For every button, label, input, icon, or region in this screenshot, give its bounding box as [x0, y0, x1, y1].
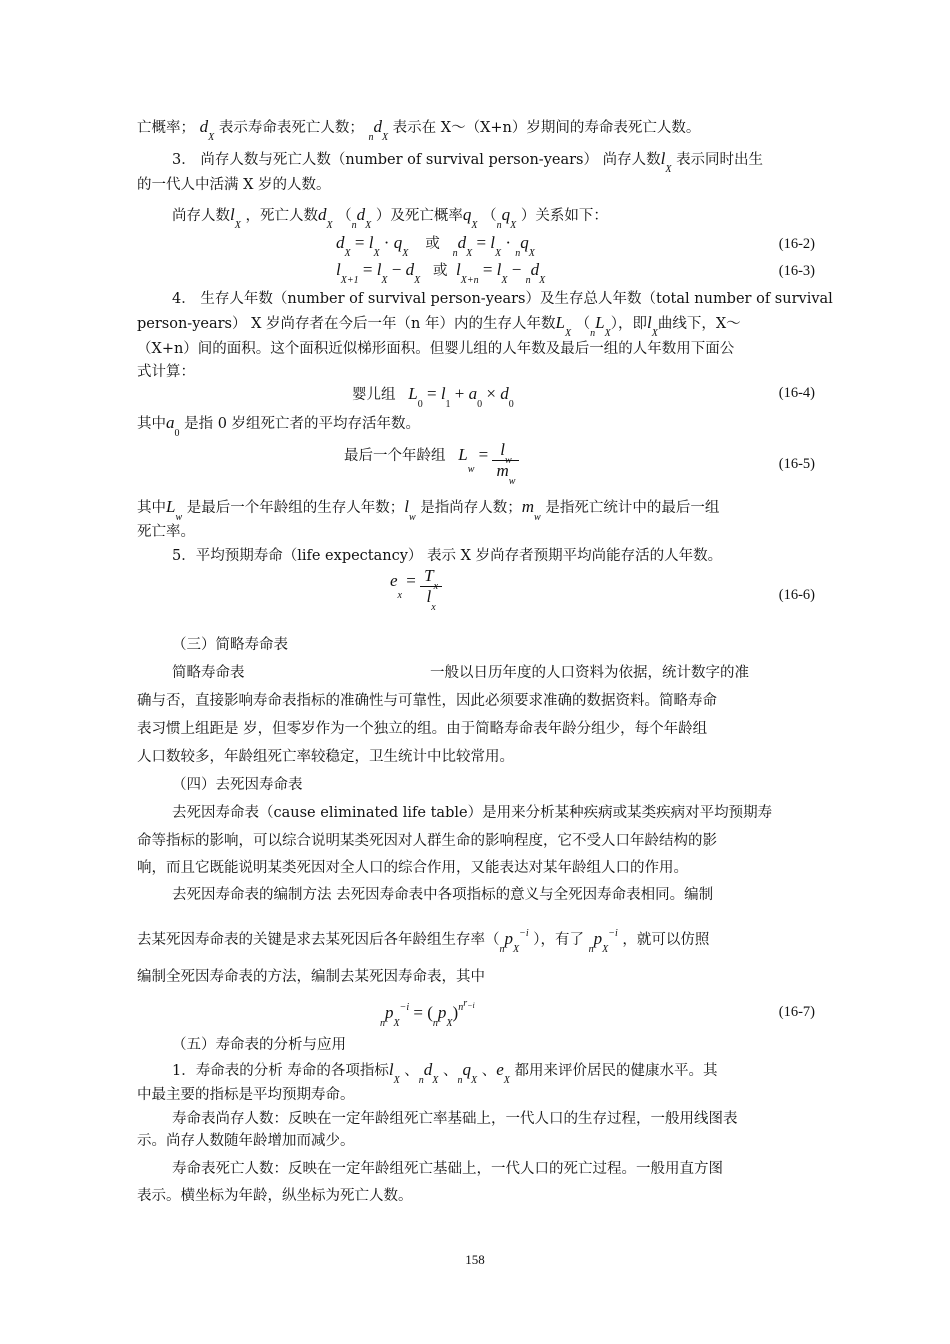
- equals: =: [482, 260, 493, 279]
- operator: ×: [486, 384, 496, 403]
- symbol-L: L: [458, 445, 468, 465]
- subscript: X: [466, 248, 473, 259]
- text: 其中: [137, 416, 166, 432]
- subscript: 0: [174, 428, 180, 439]
- symbol-L: L: [595, 313, 605, 332]
- text: 是指死亡统计中的最后一组: [545, 500, 720, 516]
- symbol-l: l: [440, 384, 446, 403]
- symbol-q: q: [520, 233, 529, 252]
- equals: =: [476, 233, 487, 252]
- subscript: x: [397, 590, 402, 602]
- text-line: [137, 413, 817, 439]
- presubscript: n: [432, 1018, 438, 1029]
- symbol-L: L: [555, 313, 565, 332]
- equation-16-6: [390, 566, 442, 613]
- text: 3． 尚存人数与死亡人数（number of survival person-years） 尚存人数: [172, 152, 661, 168]
- subscript: x: [431, 602, 436, 613]
- presubscript: n: [418, 1075, 424, 1086]
- text-line: 死亡率。: [137, 524, 195, 540]
- presubscript: n: [452, 248, 458, 259]
- presubscript: n: [515, 248, 521, 259]
- text: 是指 0 岁组死亡者的平均存活年数。: [184, 416, 421, 432]
- symbol-l: l: [230, 205, 235, 224]
- symbol-e: e: [496, 1060, 504, 1079]
- symbol-l: l: [490, 233, 496, 252]
- text: 1．寿命表的分析 寿命的各项指标: [172, 1063, 389, 1079]
- text: 是最后一个年龄组的生存人年数；: [186, 500, 405, 516]
- equals: =: [426, 384, 437, 403]
- separator: 、: [481, 1063, 497, 1079]
- text: 简略寿命表: [172, 665, 245, 681]
- text: ，死亡人数: [245, 208, 318, 224]
- symbol-q: q: [501, 205, 511, 224]
- symbol-l: l: [404, 497, 409, 516]
- operator: −: [391, 260, 402, 279]
- equation-16-7: [380, 998, 475, 1029]
- presubscript: n: [380, 1018, 385, 1029]
- equation-label: 婴儿组: [352, 387, 396, 403]
- or-text: 或: [432, 263, 448, 279]
- operator: ·: [383, 233, 390, 252]
- superscript: n: [458, 1002, 464, 1013]
- section-heading: （四）去死因寿命表: [172, 777, 303, 793]
- subscript: X: [471, 1075, 478, 1086]
- subscript: X: [503, 1075, 510, 1086]
- symbol-d: d: [317, 205, 327, 224]
- subscript: 0: [508, 399, 514, 410]
- section-heading: （五）寿命表的分析与应用: [172, 1037, 346, 1053]
- symbol-d: d: [530, 260, 540, 279]
- text-line: [137, 117, 817, 143]
- text: 其中: [137, 500, 166, 516]
- equals: =: [354, 233, 365, 252]
- symbol-p: p: [385, 1003, 394, 1022]
- operator: ·: [505, 233, 512, 252]
- fraction: [420, 566, 442, 613]
- text-line: 式计算：: [137, 364, 195, 380]
- text: 表示同时出生: [676, 152, 764, 168]
- superscript: −i: [519, 928, 529, 939]
- symbol-m: m: [496, 461, 509, 480]
- text: 去某死因寿命表的关键是求去某死因后各年龄组生存率（: [137, 932, 500, 948]
- equation-16-2: [336, 232, 535, 259]
- subscript: X: [513, 944, 520, 955]
- text-line: 5．平均预期寿命（life expectancy） 表示 X 岁尚存者预期平均尚能存活的人年数。: [172, 548, 723, 564]
- subscript: X: [414, 275, 421, 286]
- equals: =: [362, 260, 373, 279]
- text-line: 响，而且它既能说明某类死因对全人口的综合作用，又能表达对某年龄组人口的作用。: [137, 860, 688, 876]
- section-heading: （三）简略寿命表: [172, 637, 288, 653]
- subscript: 0: [417, 399, 423, 410]
- text-line: 的一代人中活满 X 岁的人数。: [137, 177, 331, 193]
- symbol-p: p: [437, 1003, 447, 1022]
- text: （: [482, 208, 497, 224]
- separator: 、: [443, 1063, 458, 1079]
- text-line: [137, 313, 817, 339]
- subscript: X: [510, 220, 517, 231]
- text-line: [137, 928, 817, 955]
- subscript: X: [460, 275, 467, 286]
- equation-number: (16-6): [778, 587, 815, 603]
- symbol-l: l: [500, 440, 505, 459]
- subscript: X: [602, 944, 609, 955]
- text-line: [172, 149, 852, 175]
- symbol-q: q: [462, 1060, 472, 1079]
- text: ），即: [610, 316, 647, 332]
- operator: −: [511, 260, 522, 279]
- text-line: [172, 1060, 852, 1086]
- subscript: w: [534, 512, 541, 523]
- subscript: X: [501, 275, 508, 286]
- superscript: r: [463, 998, 468, 1009]
- text: 是指尚存人数；: [420, 500, 522, 516]
- text-line: （X+n）间的面积。这个面积近似梯形面积。但婴儿组的人年数及最后一组的人年数用下面公: [137, 341, 735, 357]
- subscript: X: [365, 220, 372, 231]
- text-line: [172, 664, 852, 682]
- subscript: X: [373, 248, 380, 259]
- text-line: 表示。横坐标为年龄，纵坐标为死亡人数。: [137, 1188, 413, 1204]
- superscript: −i: [608, 928, 618, 939]
- symbol-l: l: [647, 313, 652, 332]
- symbol-q: q: [393, 233, 403, 252]
- presubscript: n: [499, 944, 505, 955]
- text: 曲线下，X～: [657, 316, 741, 332]
- equation-16-5: [344, 440, 519, 487]
- subscript: X: [381, 132, 389, 143]
- subscript: X: [326, 220, 333, 231]
- subscript: X: [340, 275, 347, 286]
- text: （: [337, 208, 352, 224]
- or-text: 或: [425, 236, 440, 252]
- text-line: 确与否，直接影响寿命表指标的准确性与可靠性，因此必须要求准确的数据资料。简略寿命: [137, 693, 717, 709]
- subscript: w: [467, 464, 475, 476]
- symbol-e: e: [390, 571, 398, 591]
- subscript: X: [539, 275, 546, 286]
- text-line: 寿命表死亡人数：反映在一定年龄组死亡基础上，一代人口的死亡过程。一般用直方图: [172, 1161, 723, 1177]
- subscript: X: [208, 132, 215, 143]
- symbol-d: d: [405, 260, 415, 279]
- symbol-d: d: [457, 233, 467, 252]
- presubscript: n: [351, 220, 357, 231]
- text: ，就可以仿照: [622, 932, 710, 948]
- text: person-years） X 岁尚存者在今后一年（n 年）内的生存人年数: [137, 316, 556, 332]
- symbol-d: d: [423, 1060, 433, 1079]
- equals: =: [406, 571, 416, 591]
- presubscript: n: [496, 220, 502, 231]
- presubscript: n: [588, 944, 594, 955]
- equation-label: 最后一个年龄组: [344, 448, 446, 465]
- text-line: 去死因寿命表（cause eliminated life table）是用来分析某种疾病或某类疾病对平均预期寿: [172, 805, 773, 821]
- subscript: X: [604, 328, 611, 339]
- text: 都用来评价居民的健康水平。其: [514, 1063, 718, 1079]
- symbol-d: d: [500, 384, 509, 403]
- separator: 、: [404, 1063, 419, 1079]
- symbol-a: a: [166, 413, 175, 432]
- text: 一般以日历年度的人口资料为依据，统计数字的准: [430, 665, 749, 681]
- symbol-d: d: [373, 117, 382, 136]
- presubscript: n: [368, 132, 374, 143]
- subscript: X: [495, 248, 502, 259]
- text: （: [575, 316, 591, 332]
- symbol-d: d: [199, 117, 209, 136]
- symbol-L: L: [408, 384, 418, 403]
- equation-number: (16-4): [778, 385, 815, 401]
- numerator: [420, 566, 442, 592]
- symbol-d: d: [356, 205, 366, 224]
- text: ），有了: [533, 932, 584, 948]
- symbol-m: m: [521, 497, 535, 516]
- symbol-d: d: [336, 233, 345, 252]
- equation-number: (16-3): [778, 263, 815, 279]
- subscript: +n: [466, 275, 479, 286]
- text-line: [172, 205, 852, 231]
- subscript: X: [471, 220, 478, 231]
- text: 尚存人数: [172, 208, 230, 224]
- subscript: X: [432, 1075, 439, 1086]
- symbol-p: p: [504, 929, 513, 948]
- subscript: X: [528, 248, 535, 259]
- text-line: 寿命表尚存人数：反映在一定年龄组死亡率基础上，一代人口的生存过程，一般用线图表: [172, 1111, 738, 1127]
- equals: =: [478, 445, 489, 465]
- equals: =: [413, 1003, 423, 1022]
- operator: +: [454, 384, 465, 403]
- text: 表示寿命表死亡人数；: [218, 120, 364, 136]
- symbol-l: l: [388, 1060, 394, 1079]
- symbol-a: a: [468, 384, 478, 403]
- text-line: 去死因寿命表的编制方法 去死因寿命表中各项指标的意义与全死因寿命表相同。编制: [172, 887, 714, 903]
- paren: ): [452, 1003, 459, 1022]
- text: ）及死亡概率: [375, 208, 463, 224]
- text-line: 人口数较多，年龄组死亡率较稳定，卫生统计中比较常用。: [137, 749, 514, 765]
- subscript: X: [234, 220, 241, 231]
- subscript: X: [651, 328, 658, 339]
- equation-16-3: [336, 259, 546, 286]
- subscript: +1: [346, 275, 359, 286]
- equation-number: (16-5): [778, 456, 815, 472]
- symbol-l: l: [376, 260, 382, 279]
- fraction: [492, 440, 519, 487]
- subscript: 0: [477, 399, 483, 410]
- subscript: 1: [445, 399, 451, 410]
- text-line: 表习惯上组距是 岁，但零岁作为一个独立的组。由于简略寿命表年龄分组少，每个年龄组: [137, 721, 708, 737]
- paren: (: [427, 1003, 433, 1022]
- equation-16-4: [352, 383, 514, 410]
- equation-number: (16-7): [778, 1004, 815, 1020]
- superscript: −i: [399, 1002, 410, 1013]
- denominator: [420, 587, 442, 613]
- subscript: X: [393, 1018, 400, 1029]
- symbol-l: l: [426, 587, 432, 606]
- text: ）关系如下：: [520, 208, 608, 224]
- subscript: X: [446, 1018, 453, 1029]
- symbol-l: l: [455, 260, 461, 279]
- numerator: [492, 440, 519, 466]
- presubscript: n: [590, 328, 596, 339]
- symbol-p: p: [593, 929, 603, 948]
- subscript: X: [393, 1075, 400, 1086]
- subscript: w: [508, 476, 516, 487]
- superscript: −i: [467, 1001, 475, 1010]
- subscript: X: [381, 275, 388, 286]
- text-line: 4． 生存人年数（number of survival person-years）及生存总人年数（total number of survival: [172, 291, 833, 307]
- subscript: w: [408, 512, 416, 523]
- subscript: w: [504, 455, 512, 466]
- text-line: 中最主要的指标是平均预期寿命。: [137, 1087, 355, 1103]
- page-number: 158: [465, 1252, 485, 1267]
- subscript: X: [665, 164, 672, 175]
- symbol-L: L: [166, 497, 176, 516]
- text-line: 命等指标的影响，可以综合说明某类死因对人群生命的影响程度，它不受人口年龄结构的影: [137, 833, 717, 849]
- symbol-l: l: [660, 149, 666, 168]
- subscript: w: [175, 512, 183, 523]
- subscript: X: [564, 328, 572, 339]
- symbol-l: l: [336, 260, 341, 279]
- symbol-l: l: [496, 260, 502, 279]
- text-line: 编制全死因寿命表的方法，编制去某死因寿命表，其中: [137, 969, 485, 985]
- subscript: X: [344, 248, 351, 259]
- symbol-l: l: [368, 233, 374, 252]
- presubscript: n: [525, 275, 531, 286]
- text: 亡概率；: [137, 120, 195, 136]
- symbol-q: q: [462, 205, 472, 224]
- subscript: x: [433, 581, 439, 592]
- symbol-T: T: [424, 566, 434, 585]
- subscript: X: [402, 248, 409, 259]
- presubscript: n: [457, 1075, 463, 1086]
- text-line: [137, 497, 817, 523]
- equation-number: (16-2): [778, 236, 815, 252]
- text-line: 示。尚存人数随年龄增加而减少。: [137, 1133, 355, 1149]
- text: 表示在 X～（X+n）岁期间的寿命表死亡人数。: [392, 120, 701, 136]
